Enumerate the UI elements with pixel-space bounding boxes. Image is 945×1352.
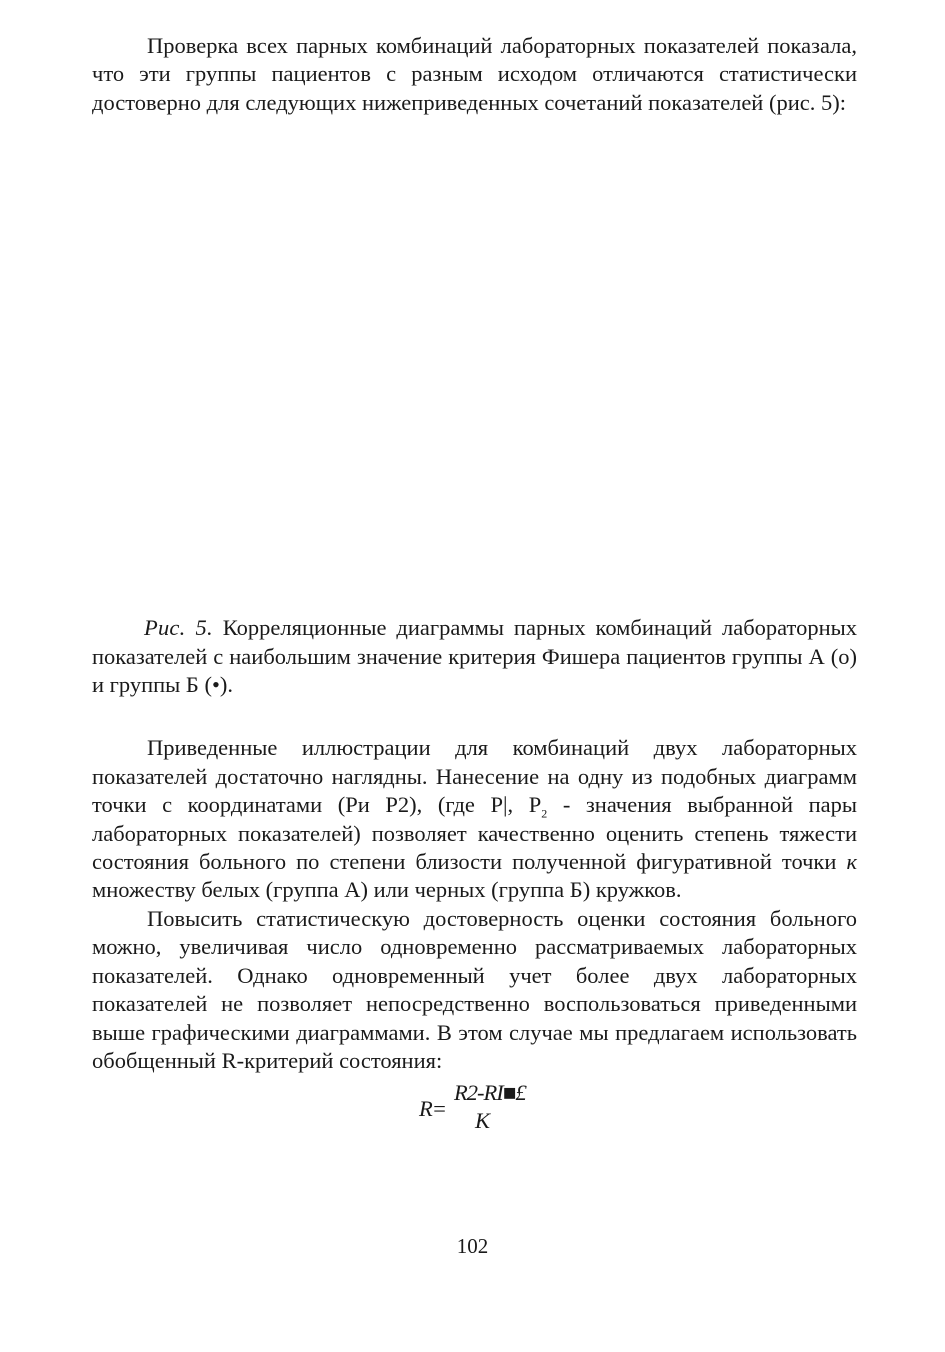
paragraph-illustrations-text-3: множеству белых (группа А) или черных (группа Б) кружков. [92, 877, 682, 903]
spacer [92, 699, 857, 734]
intro-paragraph: Проверка всех парных комбинаций лабораторных показателей показала, что эти группы пациентов с разным исходом отличаются статистически достоверно для следующих нижеприведенных сочетаний показателей (рис. 5): [92, 33, 857, 115]
paragraph-criterion: Повысить статистическую достоверность оценки состояния больного можно, увеличивая число одновременно рассматриваемых лабораторных показателей. Однако одновременный учет более двух лабораторных показателей не позволяет непосредственно воспользоваться приведенными выше графическими диаграммами. В этом случае мы предлагаем использовать обобщенный R-критерий состояния: [92, 905, 857, 1073]
paragraph-illustrations [92, 734, 857, 904]
figure-5-area [92, 117, 857, 614]
subscript-2: 2 [541, 806, 548, 821]
paragraph-illustrations-text-1: Приведенные иллюстрации для комбинаций двух лабораторных показателей достаточно наглядны. Нанесение на одну из подобных диаграмм точки с координатами (Ри Р2), (где Р|, Р [92, 735, 857, 818]
page-number: 102 [456, 1234, 489, 1258]
figure-caption [92, 614, 857, 699]
figure-caption-text: Корреляционные диаграммы парных комбинаций лабораторных показателей с наибольшим значение критерия Фишера пациентов группы А (о) и группы Б (•). [92, 615, 857, 698]
figure-caption-label: Рис. 5. [144, 615, 213, 641]
formula-denominator: К [475, 1108, 490, 1134]
paragraph-illustrations-text-2: - значения выбранной пары лабораторных показателей) позволяет качественно оценить степень тяжести состояния больного по степени близости полученной фигуративной точки [92, 792, 857, 875]
formula-numerator: R2-RI■£ [454, 1080, 526, 1106]
italic-k: к [846, 849, 857, 875]
document-page [92, 32, 857, 1145]
r-criterion-formula [92, 1080, 857, 1145]
formula-lhs: R= [419, 1096, 446, 1122]
